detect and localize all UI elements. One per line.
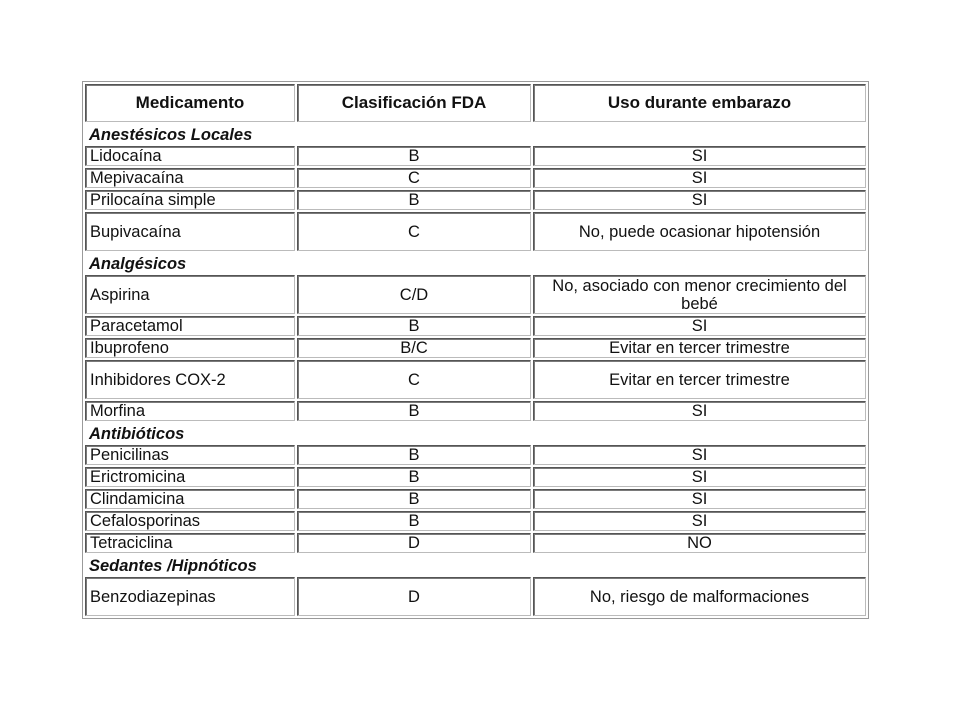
drug-name: Prilocaína simple: [85, 190, 295, 210]
fda-class: C: [297, 360, 531, 399]
drug-name: Inhibidores COX-2: [85, 360, 295, 399]
table-row: [85, 577, 866, 616]
table-row: [85, 533, 866, 553]
section-title: Anestésicos Locales: [89, 126, 253, 144]
drug-name: Lidocaína: [85, 146, 295, 166]
table-row: [85, 360, 866, 399]
pregnancy-use: No, puede ocasionar hipotensión: [533, 212, 866, 251]
pregnancy-use: SI: [533, 168, 866, 188]
section-row: [85, 555, 866, 575]
pregnancy-use: Evitar en tercer trimestre: [533, 360, 866, 399]
table-row: [85, 489, 866, 509]
fda-class: B: [297, 511, 531, 531]
pregnancy-use: SI: [533, 316, 866, 336]
drug-name: Morfina: [85, 401, 295, 421]
table-row: [85, 275, 866, 314]
fda-class: C: [297, 168, 531, 188]
drug-name: Ibuprofeno: [85, 338, 295, 358]
drug-name: Bupivacaína: [85, 212, 295, 251]
drug-name: Penicilinas: [85, 445, 295, 465]
pregnancy-use: SI: [533, 190, 866, 210]
section-row: [85, 253, 866, 273]
drug-name: Benzodiazepinas: [85, 577, 295, 616]
fda-class: B: [297, 401, 531, 421]
section-title: Analgésicos: [89, 255, 187, 273]
fda-class: C: [297, 212, 531, 251]
pregnancy-use: No, asociado con menor crecimiento del bebé: [533, 275, 866, 314]
table-row: [85, 511, 866, 531]
drug-name: Clindamicina: [85, 489, 295, 509]
fda-class: B: [297, 316, 531, 336]
table-row: [85, 316, 866, 336]
fda-class: B: [297, 146, 531, 166]
fda-class: C/D: [297, 275, 531, 314]
pregnancy-use: SI: [533, 445, 866, 465]
table-row: [85, 467, 866, 487]
table-row: [85, 401, 866, 421]
drug-name: Cefalosporinas: [85, 511, 295, 531]
fda-class: B: [297, 190, 531, 210]
drug-name: Mepivacaína: [85, 168, 295, 188]
drug-name: Aspirina: [85, 275, 295, 314]
pregnancy-use: SI: [533, 146, 866, 166]
header-row: [85, 84, 866, 122]
fda-class: B: [297, 467, 531, 487]
table-row: [85, 445, 866, 465]
fda-class: B: [297, 445, 531, 465]
drug-name: Paracetamol: [85, 316, 295, 336]
section-row: [85, 124, 866, 144]
pregnancy-use: NO: [533, 533, 866, 553]
fda-class: D: [297, 577, 531, 616]
pregnancy-use: Evitar en tercer trimestre: [533, 338, 866, 358]
drug-name: Tetraciclina: [85, 533, 295, 553]
pregnancy-use: SI: [533, 489, 866, 509]
table-row: [85, 212, 866, 251]
table-row: [85, 338, 866, 358]
table-row: [85, 190, 866, 210]
pregnancy-use: SI: [533, 401, 866, 421]
header-uso-embarazo: Uso durante embarazo: [533, 84, 866, 122]
table-row: [85, 168, 866, 188]
header-clasificacion-fda: Clasificación FDA: [297, 84, 531, 122]
pregnancy-use: No, riesgo de malformaciones: [533, 577, 866, 616]
table-row: [85, 146, 866, 166]
fda-class: B: [297, 489, 531, 509]
section-row: [85, 423, 866, 443]
drug-table-container: [82, 81, 869, 619]
fda-class: D: [297, 533, 531, 553]
section-title: Sedantes /Hipnóticos: [89, 557, 257, 575]
section-title: Antibióticos: [89, 425, 185, 443]
fda-class: B/C: [297, 338, 531, 358]
drug-name: Erictromicina: [85, 467, 295, 487]
pregnancy-use: SI: [533, 467, 866, 487]
header-medicamento: Medicamento: [85, 84, 295, 122]
pregnancy-use: SI: [533, 511, 866, 531]
drug-pregnancy-table: [83, 82, 868, 618]
